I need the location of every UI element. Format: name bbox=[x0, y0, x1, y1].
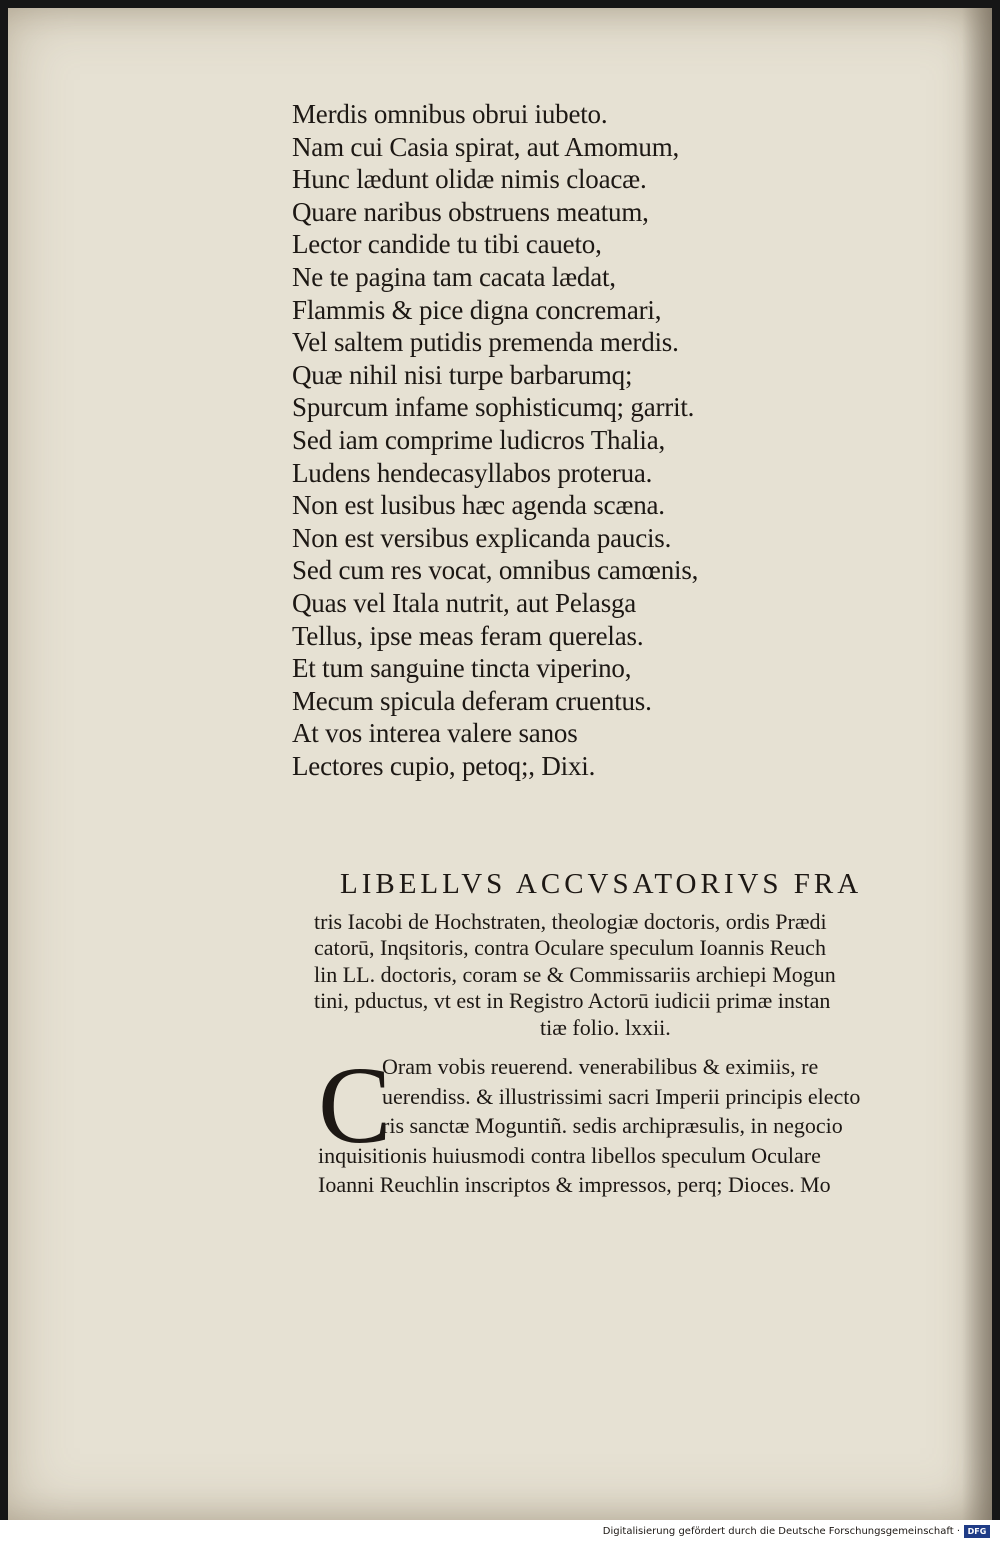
subtitle-line: tini, pductus, vt est in Registro Actorū iudicii primæ instan bbox=[314, 988, 831, 1014]
poem-line: Lector candide tu tibi caueto, bbox=[292, 229, 602, 260]
body-line: ris sanctæ Moguntiñ. sedis archipræsulis, in negocio bbox=[382, 1113, 843, 1138]
section-subtitle bbox=[314, 909, 954, 1041]
poem-line: Quæ nihil nisi turpe barbarumq; bbox=[292, 359, 633, 390]
drop-cap: C bbox=[318, 1044, 392, 1166]
body-line: Ioanni Reuchlin inscriptos & impressos, perq; Dioces. Mo bbox=[318, 1172, 831, 1197]
poem-line: Ne te pagina tam cacata lædat, bbox=[292, 261, 616, 292]
subtitle-line: lin LL. doctoris, coram se & Commissariis archiepi Mogun bbox=[314, 961, 836, 987]
poem-line: Hunc lædunt olidæ nimis cloacæ. bbox=[292, 164, 647, 195]
poem-block bbox=[292, 98, 812, 782]
section-heading: LIBELLVS ACCVSATORIVS FRA bbox=[340, 868, 863, 900]
body-line: uerendiss. & illustrissimi sacri Imperii principis electo bbox=[382, 1083, 861, 1109]
poem-line: At vos interea valere sanos bbox=[292, 718, 578, 749]
poem-line: Vel saltem putidis premenda merdis. bbox=[292, 327, 679, 358]
body-line: inquisitionis huiusmodi contra libellos speculum Oculare bbox=[318, 1142, 821, 1168]
poem-line: Mecum spicula deferam cruentus. bbox=[292, 685, 652, 716]
poem-line: Lectores cupio, petoq;, Dixi. bbox=[292, 750, 596, 781]
poem-line: Flammis & pice digna concremari, bbox=[292, 294, 662, 325]
poem-line: Quas vel Itala nutrit, aut Pelasga bbox=[292, 587, 637, 618]
poem-line: Spurcum infame sophisticumq; garrit. bbox=[292, 392, 695, 423]
funding-credit: Digitalisierung gefördert durch die Deutsche Forschungsgemeinschaft · bbox=[602, 1526, 960, 1537]
page-gutter-shadow bbox=[962, 8, 992, 1520]
poem-line: Non est versibus explicanda paucis. bbox=[292, 522, 672, 553]
subtitle-line: catorū, Inqsitoris, contra Oculare speculum Ioannis Reuch bbox=[314, 935, 826, 961]
poem-line: Merdis omnibus obrui iubeto. bbox=[292, 99, 608, 129]
poem-line: Quare naribus obstruens meatum, bbox=[292, 196, 649, 227]
dfg-logo-icon: DFG bbox=[964, 1525, 990, 1538]
subtitle-line: tiæ folio. lxxii. bbox=[540, 1014, 671, 1040]
body-line: Oram vobis reuerend. venerabilibus & eximiis, re bbox=[382, 1054, 819, 1079]
poem-line: Tellus, ipse meas feram querelas. bbox=[292, 620, 644, 651]
poem-line: Sed iam comprime ludicros Thalia, bbox=[292, 424, 666, 455]
subtitle-line: tris Iacobi de Hochstraten, theologiæ doctoris, ordis Prædi bbox=[314, 909, 827, 934]
poem-line: Non est lusibus hæc agenda scæna. bbox=[292, 490, 665, 521]
poem-line: Nam cui Casia spirat, aut Amomum, bbox=[292, 131, 680, 162]
poem-line: Sed cum res vocat, omnibus camœnis, bbox=[292, 555, 699, 586]
body-paragraph bbox=[318, 1044, 958, 1200]
poem-line: Et tum sanguine tincta viperino, bbox=[292, 653, 632, 684]
poem-line: Ludens hendecasyllabos proterua. bbox=[292, 457, 653, 488]
